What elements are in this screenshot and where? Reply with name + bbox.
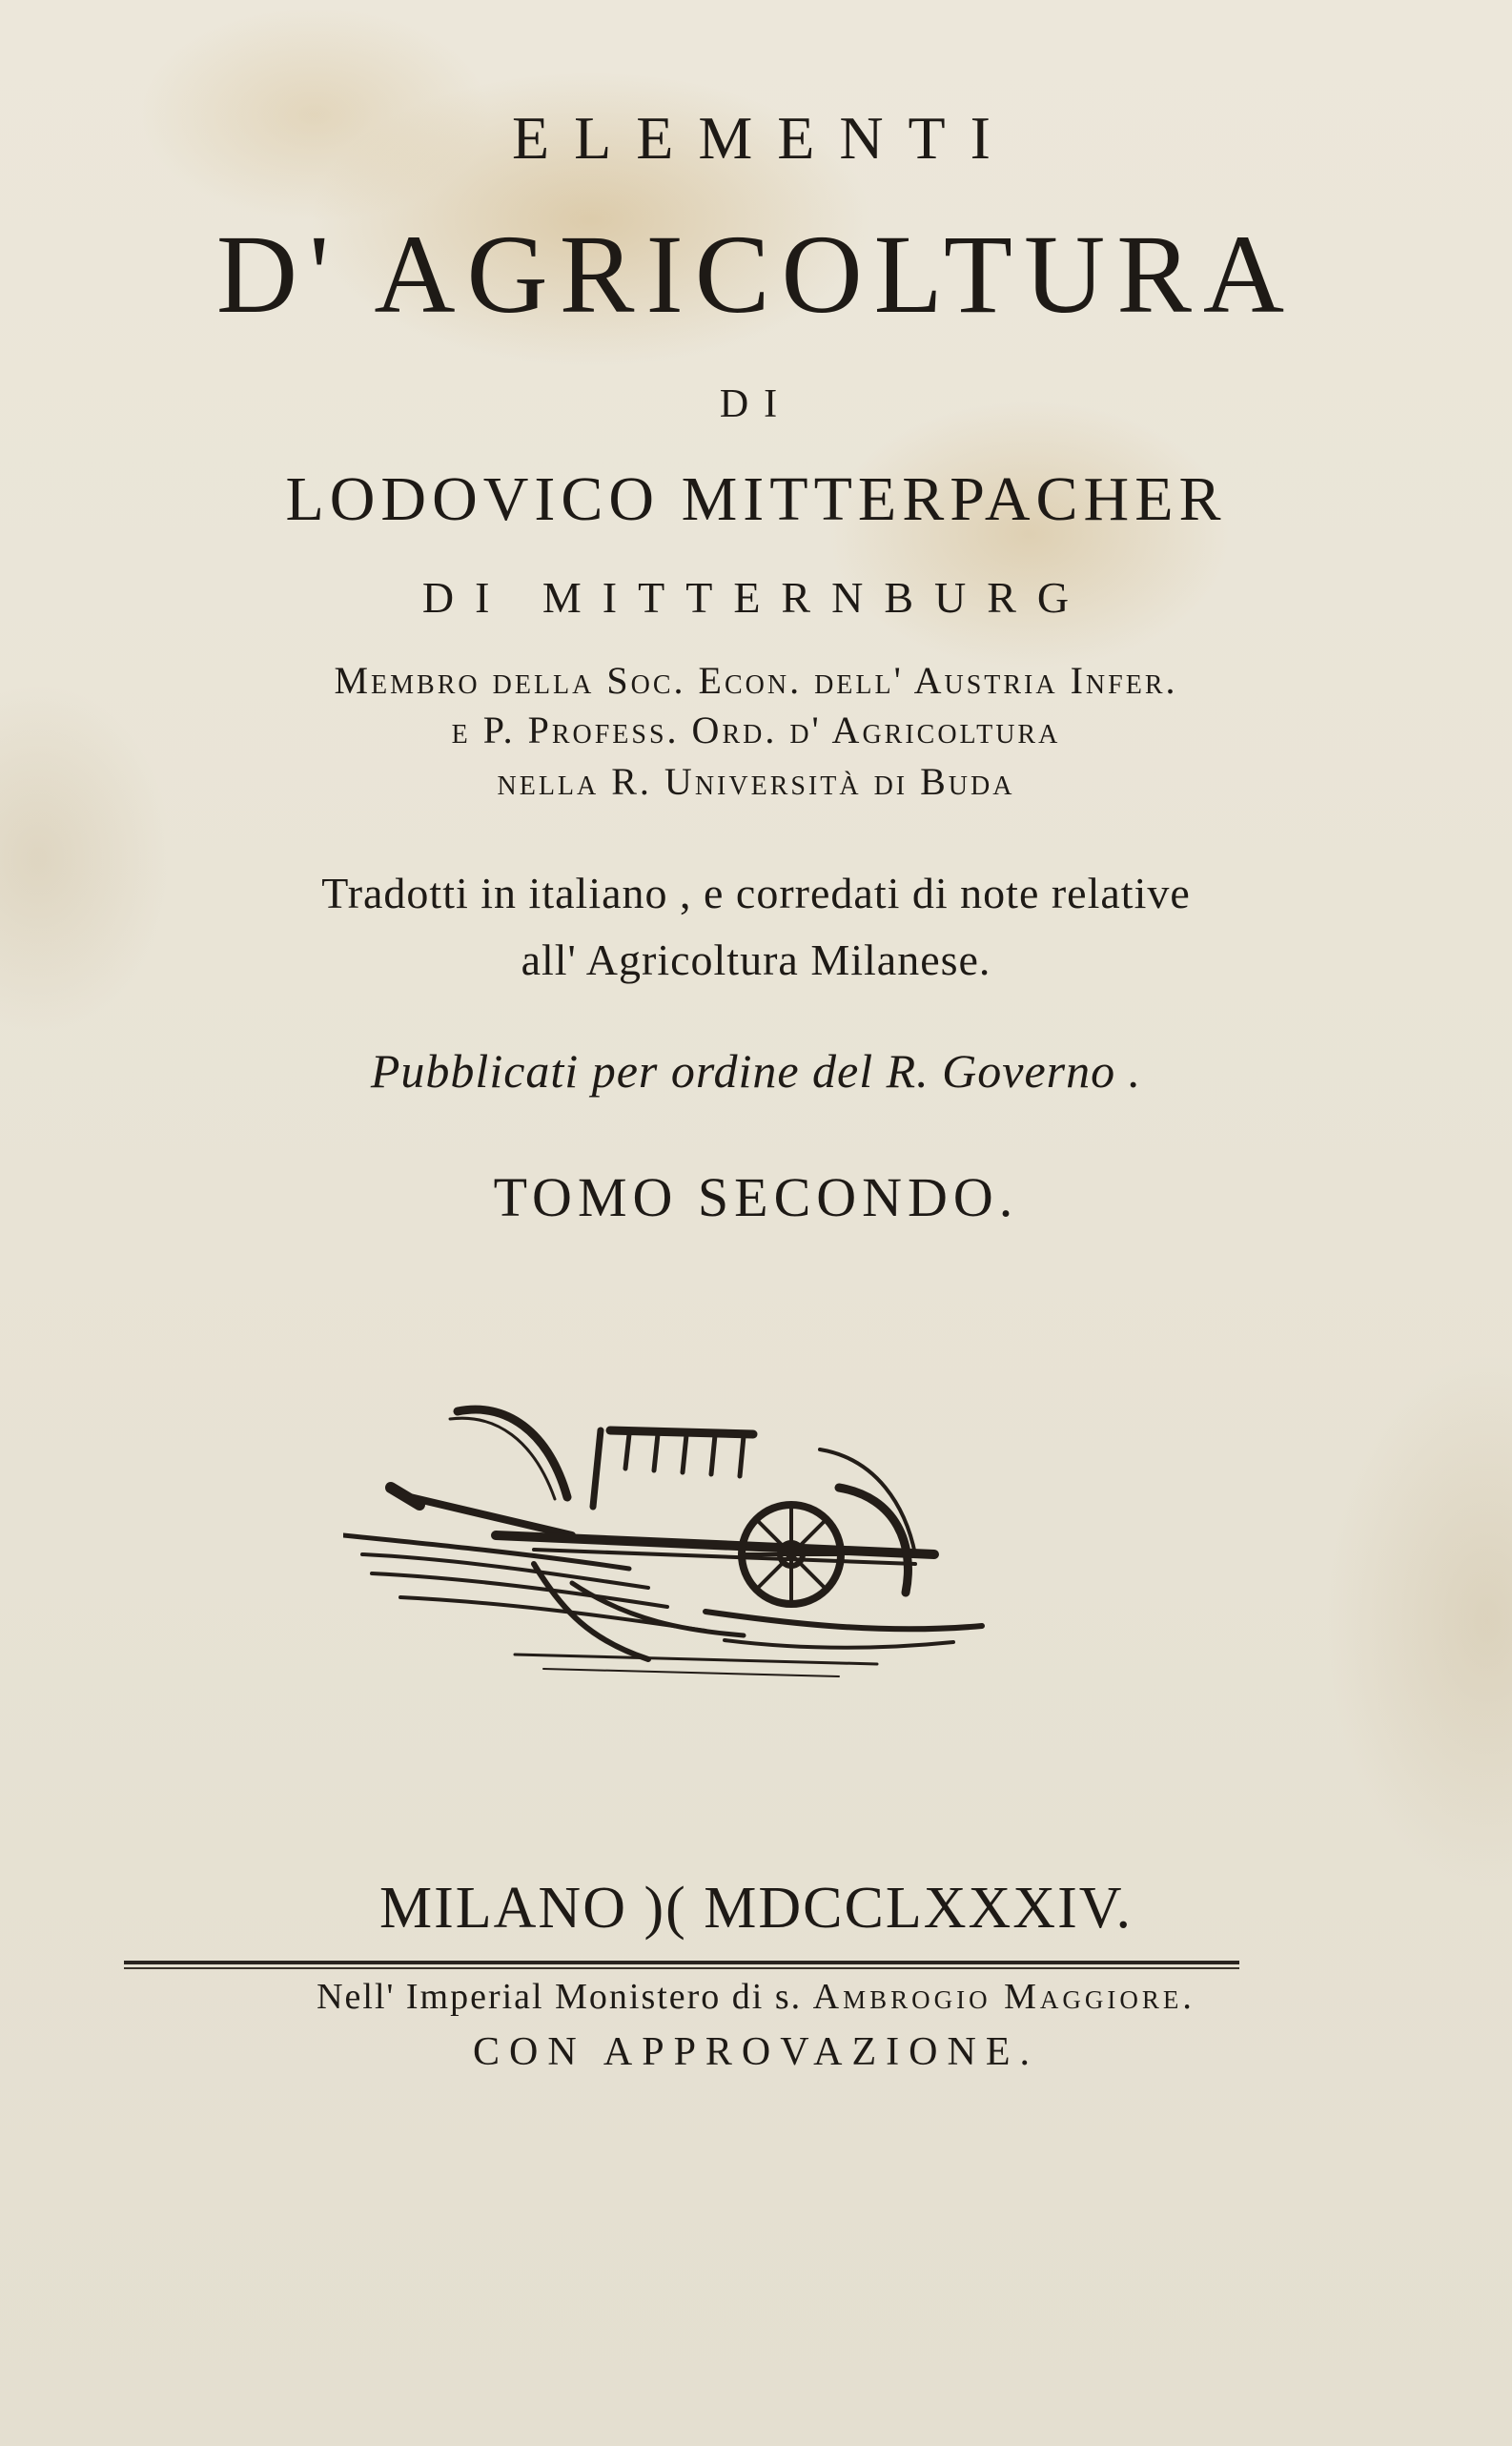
printer-prefix: Nell' Imperial Monistero di s. [317, 1977, 803, 2017]
rule-thick [124, 1961, 1239, 1964]
translation-line-1: Tradotti in italiano , e corredati di note relative [321, 869, 1191, 917]
membership-line-2: e P. Profess. Ord. d' Agricoltura [451, 709, 1061, 751]
author-name: LODOVICO MITTERPACHER [285, 464, 1227, 534]
membership-line-3: nella R. Università di Buda [497, 760, 1015, 803]
printer-name: Ambrogio Maggiore. [812, 1977, 1195, 2017]
title-line-elementi: ELEMENTI [512, 104, 1015, 172]
title-line-agricoltura: D' AGRICOLTURA [215, 212, 1297, 337]
author-place: DI MITTERNBURG [421, 573, 1091, 622]
double-rule-divider [124, 1961, 1239, 1970]
volume-label: TOMO SECONDO. [493, 1166, 1019, 1228]
imprint-city-date: MILANO )( MDCCLXXXIV. [379, 1876, 1133, 1941]
publication-note: Pubblicati per ordine del R. Governo . [370, 1044, 1142, 1098]
printer-line [0, 1976, 1512, 2018]
translation-line-2: all' Agricoltura Milanese. [521, 935, 991, 984]
approval-line: CON APPROVAZIONE. [473, 2030, 1039, 2074]
rule-thin [124, 1967, 1239, 1969]
plough-and-harvest-tools-woodcut-icon [343, 1392, 991, 1688]
membership-line-1: Membro della Soc. Econ. dell' Austria Infer. [334, 659, 1178, 702]
title-line-di: DI [719, 382, 793, 426]
